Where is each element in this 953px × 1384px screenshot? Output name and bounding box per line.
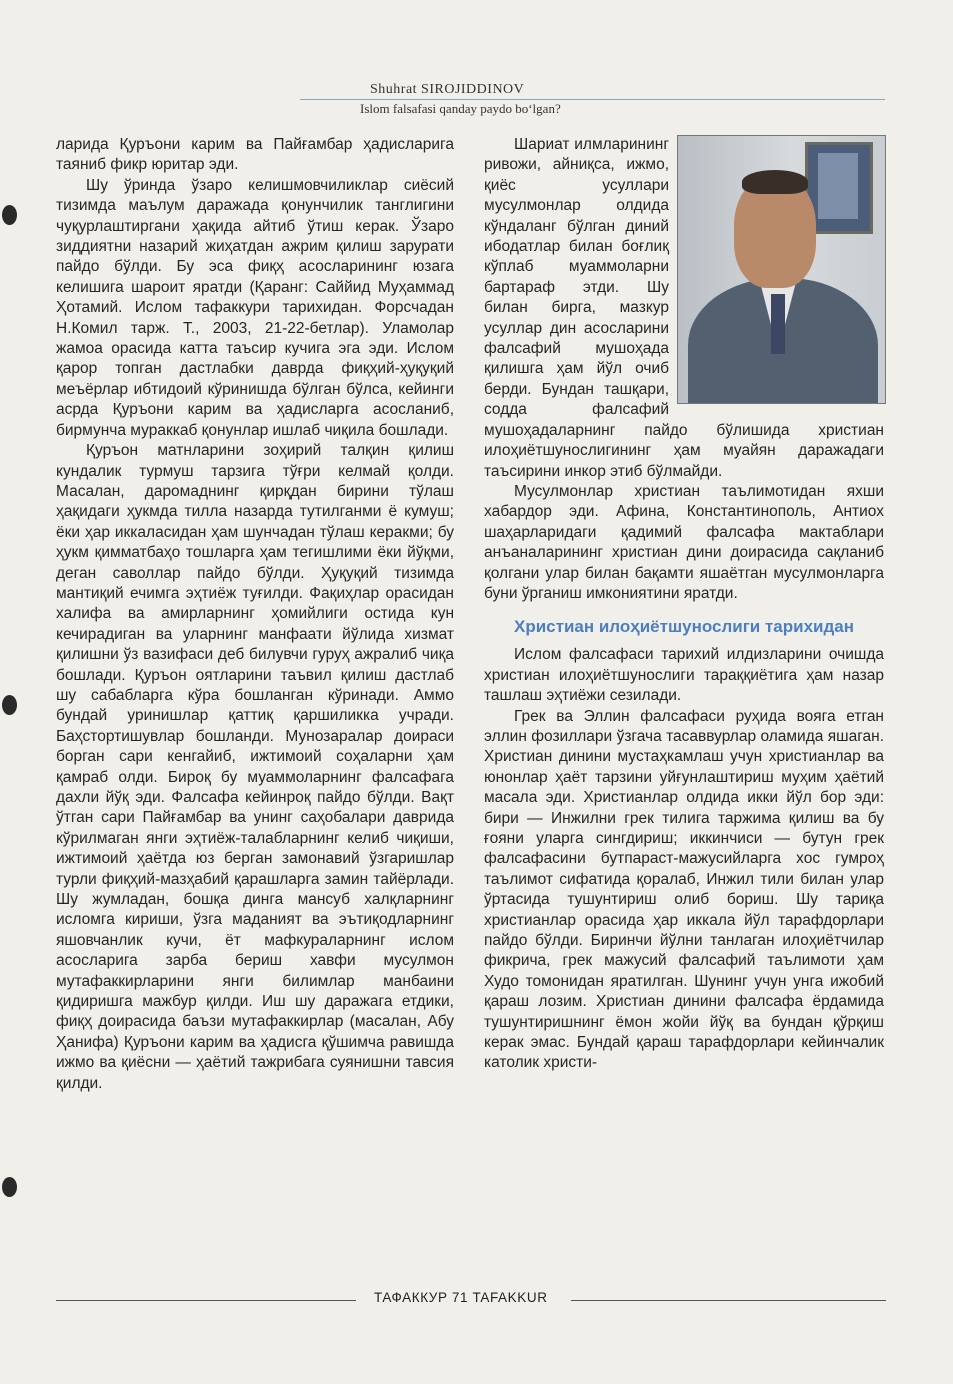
paragraph: ларида Қуръони карим ва Пайғамбар ҳадисларига таяниб фикр юритар эди. (56, 136, 454, 174)
paragraph: Шариат илмларининг ривожи, айниқса, ижмо, қиёс усуллари мусулмонлар олдида кўндаланг бўлган диний ибодатлар билан боғлиқ кўплаб муаммоларни бартараф этди. Шу билан бирга, мазкур усуллар дин асосларини фалсафий мушоҳада қилишга ҳам йўл очиб берди. Бундан ташқари, содда фалсафий мушоҳадаларнинг пайдо бўлишида христиан илоҳиётшунослигининг ҳам муайян даражадаги таъсирини инкор этиб бўлмайди. (484, 136, 884, 480)
paragraph: Мусулмонлар христиан таълимотидан яхши хабардор эди. Афина, Константинополь, Антиох шаҳарларидаги қадимий фалсафа мактаблари анъаналарининг христиан дини доирасида сақланиб қолгани улар билан бақамти яшаётган мусулмонларга буни ўрганиш имкониятини яратди. (484, 482, 884, 602)
paragraph: Ислом фалсафаси тарихий илдизларини очишда христиан илоҳиётшунослиги тараққиётига ҳам назар ташлаш эҳтиёжи сезилади. (484, 646, 884, 705)
footer-rule-right (571, 1300, 886, 1301)
right-column (484, 135, 884, 1074)
paragraph: Шу ўринда ўзаро келишмовчиликлар сиёсий тизимда маълум даражада қонунчилик танглигини чуқурлаштиргани ҳақида айтиб ўтиш керак. Ўзаро зиддиятни назарий жиҳатдан ажрим қилиш зарурати пайдо бўлди. Бу эса фиқҳ асосларининг юзага келишига шароит яратди (Қаранг: Саййид Муҳаммад Ҳотамий. Ислом тафаккури тарихидан. Форсчадан Н.Комил тарж. Т., 2003, 21-22-бетлар). Уламолар жамоа орасида катта таъсир кучига эга эди. Ислом қарор топган дастлабки даврда фиқҳий-ҳуқуқий меъёрлар ибтидоий кўринишда бўлган бўлса, кейинги асрда Қуръони карим ва ҳадисларга асосланиб, бирмунча мураккаб қонунлар ишлаб чиқила бошлади. (56, 176, 454, 439)
header-rule (300, 99, 885, 100)
left-column (56, 135, 454, 1094)
author-portrait-photo (677, 135, 886, 404)
footer-text: ТАФАККУР 71 TAFAKKUR (374, 1290, 548, 1305)
binder-hole (2, 205, 17, 225)
portrait-wrapper (677, 135, 884, 404)
hair (742, 170, 808, 194)
paragraph: Қуръон матнларини зоҳирий талқин қилиш кундалик турмуш тарзига тўғри келмай қолди. Масалан, даромаднинг қирқдан бирини тўлаш ҳақидаги ҳукмда тилла назарда тутилганми ё кумуш; ёки ҳар иккаласидан ҳам шунчадан тўлаш керакми; бу ҳукм қимматбаҳо тошларга ҳам тегишлими ёки йўқми, деган саволлар пайдо бўлди. Ҳуқуқий тизимда мантиқий ечимга эҳтиёж туғилди. Фақиҳлар орасидан халифа ва амирларнинг ҳомийлиги остида кун кечирадиган ва уларнинг манфаати йўлида хизмат қилишни ўз вазифаси деб билувчи гуруҳ ажралиб чиқа бошлади. Қуръон оятларини таъвил қилиш дастлаб шу сабабларга кўра бошланган кўринади. Аммо бундай уринишлар қаттиқ қаршиликка учради. Баҳстортишувлар бошланди. Мунозаралар доираси борган сари кенгайиб, ижтимоий соҳаларни ҳам қамраб олди. Бироқ бу муаммоларнинг фалсафага дахли йўқ эди. Фалсафа кейинроқ пайдо бўлди. Вақт ўтган сари Пайғамбар ва унинг саҳобалари даврида кўрилмаган янги эҳтиёж-талабларнинг келиб чиқиши, ижтимоий ҳаётда юз берган замонавий ўзгаришлар турли фиқҳий-мазҳабий қарашларга замин тайёрлади. Шу жумладан, бошқа динга мансуб халқларнинг исломга кириши, ўзга маданият ва эътиқодларнинг яшовчанлик кучи, ёт мафкураларнинг ислом асосларига зарба бериш хавфи мусулмон мутафаккирларини янги билимлар манбаини қидиришга мажбур қилди. Иш шу даражага етдики, фиқҳ доирасида баъзи мутафаккирлар (масалан, Абу Ҳанифа) Қуръони карим ва ҳадисга қўшимча равишда ижмо ва қиёсни — ҳаётий тажрибага суянишни тавсия қилди. (56, 442, 454, 1092)
page-footer (56, 1290, 886, 1310)
article-title: Islom falsafasi qanday paydo bo‘lgan? (360, 101, 561, 116)
author-name: Shuhrat SIROJIDDINOV (370, 82, 525, 97)
section-heading: Христиан илоҳиётшунослиги тарихидан (514, 617, 854, 637)
footer-rule-left (56, 1300, 356, 1301)
paragraph: Грек ва Эллин фалсафаси руҳида вояга етган эллин фозиллари ўзгача тасаввурлар оламида яшаган. Христиан динини мустаҳкамлаш учун христианлар ва юнонлар ҳаёт тарзини уйғунлаштириш муҳим ҳаётий масала эди. Христианлар олдида икки йўл бор эди: бири — Инжилни грек тилига таржима қилиш ва бу ғояни уларга сингдириш; иккинчиси — бутун грек фалсафасини бутпараст-мажусийларга хос гумроҳ таълимот сифатида қоралаб, Инжил тили билан улар ўртасида тушунтириш олиб бориш. Шу тариқа христианлар орасида ҳар иккала йўл тарафдорлари пайдо бўлди. Биринчи йўлни танлаган илоҳиётчилар фикрича, грек мажусий фалсафий таълимоти ҳам Худо томонидан яратилган. Шунинг учун унга ижобий қараш лозим. Христиан динини фалсафа ёрдамида тушунтиришнинг ёмон жойи йўқ ва бундан қўрқиш керак эмас. Бундай қараш тарафдорлари кейинчалик католик христи- (484, 707, 884, 1072)
tie (771, 294, 785, 354)
binder-hole (2, 695, 17, 715)
binder-hole (2, 1177, 17, 1197)
